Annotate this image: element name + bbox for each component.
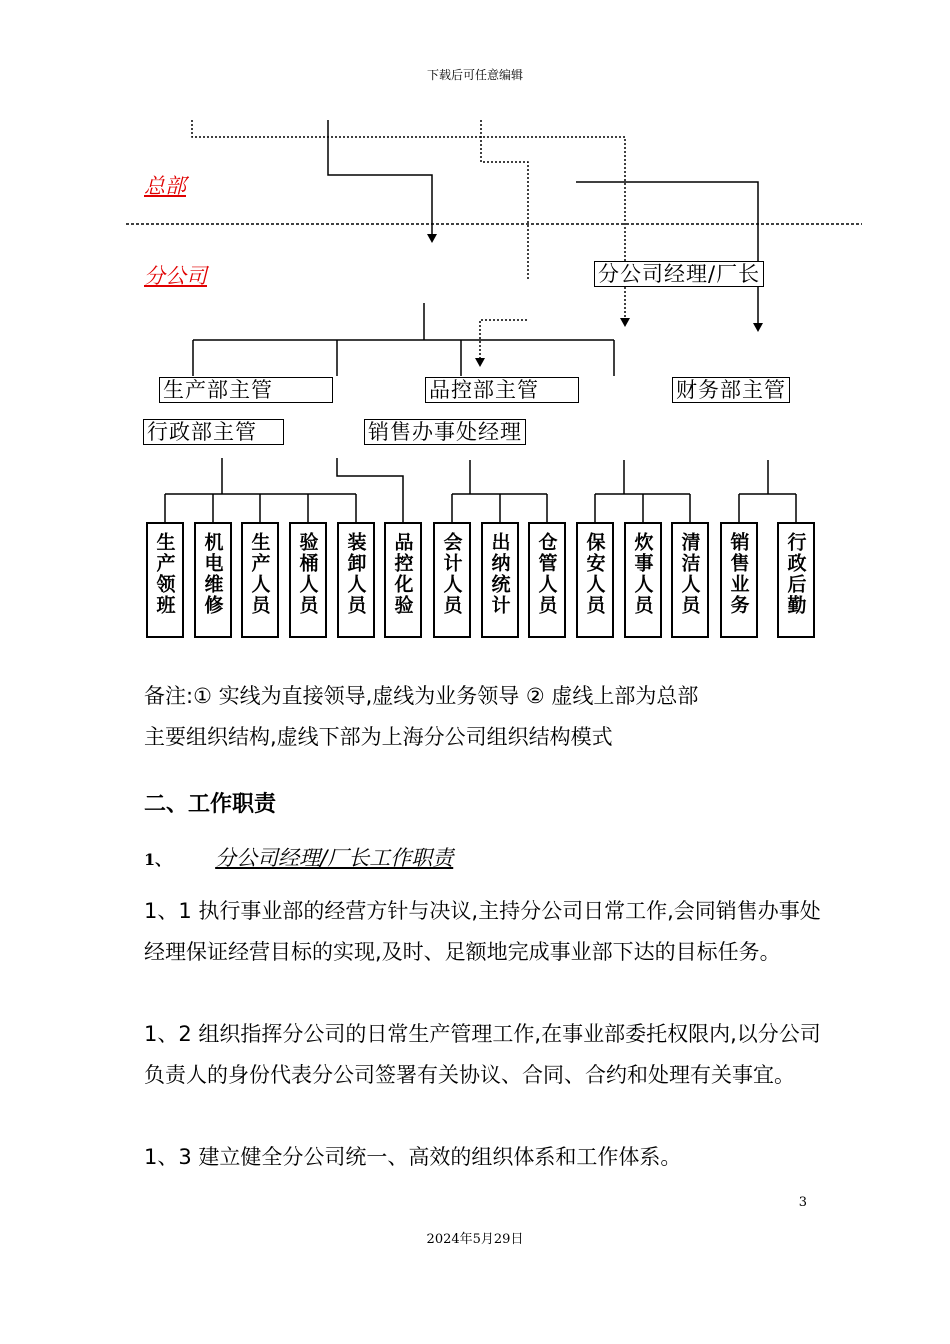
staff-box: 清洁人员 xyxy=(671,522,709,638)
remark xyxy=(144,676,824,758)
staff-box: 生产人员 xyxy=(241,522,279,638)
staff-box: 装卸人员 xyxy=(337,522,375,638)
production-dept-box: 生产部主管 xyxy=(159,377,333,403)
finance-dept-box: 财务部主管 xyxy=(672,377,790,403)
staff-box: 保安人员 xyxy=(576,522,614,638)
paragraph-1-3: 1、3 建立健全分公司统一、高效的组织体系和工作体系。 xyxy=(144,1145,682,1169)
staff-box: 会计人员 xyxy=(433,522,471,638)
page-header-note: 下载后可任意编辑 xyxy=(426,68,523,82)
staff-box: 行政后勤 xyxy=(777,522,815,638)
staff-box: 炊事人员 xyxy=(624,522,662,638)
staff-box: 仓管人员 xyxy=(528,522,566,638)
staff-box: 销售业务 xyxy=(720,522,758,638)
staff-box: 出纳统计 xyxy=(481,522,519,638)
remark-line-1: 备注:① 实线为直接领导,虚线为业务领导 ② 虚线上部为总部 xyxy=(144,684,699,708)
staff-box: 品控化验 xyxy=(384,522,422,638)
sales-office-box: 销售办事处经理 xyxy=(364,419,526,445)
page-number: 3 xyxy=(798,1195,807,1210)
branch-label: 分公司 xyxy=(144,264,207,288)
paragraph-1-1: 1、1 执行事业部的经营方针与决议,主持分公司日常工作,会同销售办事处经理保证经营目标的实现,及时、足额地完成事业部下达的目标任务。 xyxy=(144,899,821,964)
qc-dept-box: 品控部主管 xyxy=(425,377,579,403)
subsection-heading xyxy=(144,842,453,872)
subsection-title: 分公司经理/厂长工作职责 xyxy=(215,846,454,870)
remark-line-2: 主要组织结构,虚线下部为上海分公司组织结构模式 xyxy=(144,725,613,749)
staff-box: 机电维修 xyxy=(194,522,232,638)
section-title: 二、工作职责 xyxy=(144,792,277,817)
branch-manager-box: 分公司经理/厂长 xyxy=(594,261,764,287)
hq-label: 总部 xyxy=(144,174,186,198)
staff-box: 生产领班 xyxy=(146,522,184,638)
admin-dept-box: 行政部主管 xyxy=(143,419,284,445)
subsection-number: 1、 xyxy=(144,850,172,869)
footer-date: 2024年5月29日 xyxy=(426,1232,524,1247)
staff-box: 验桶人员 xyxy=(289,522,327,638)
paragraph-1-2: 1、2 组织指挥分公司的日常生产管理工作,在事业部委托权限内,以分公司负责人的身份代表分公司签署有关协议、合同、合约和处理有关事宜。 xyxy=(144,1022,821,1087)
